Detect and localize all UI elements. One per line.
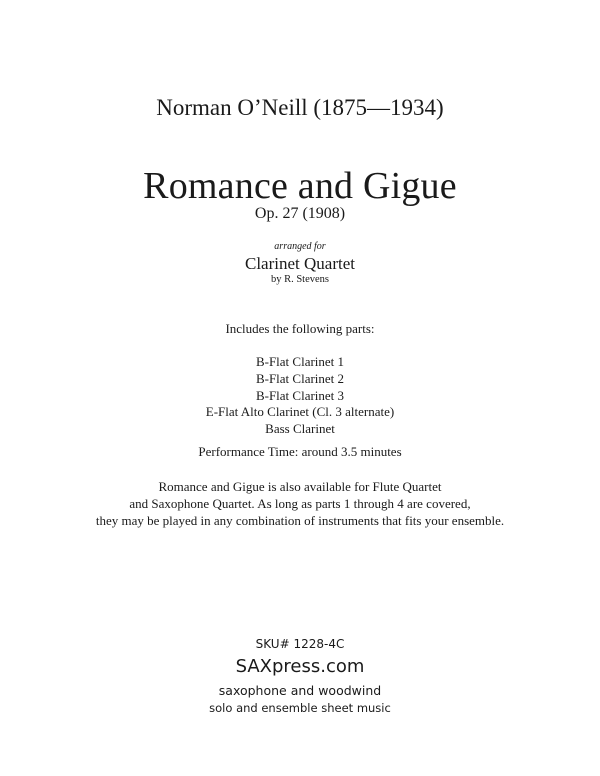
publisher-tagline-2: solo and ensemble sheet music	[209, 701, 391, 715]
parts-list	[0, 354, 600, 438]
publisher-tagline-1: saxophone and woodwind	[218, 683, 382, 698]
opus-number: Op. 27 (1908)	[254, 205, 346, 222]
note-line: they may be played in any combination of instruments that fits your ensemble.	[95, 513, 505, 528]
parts-heading: Includes the following parts:	[225, 321, 375, 336]
part-item: B-Flat Clarinet 2	[255, 370, 345, 386]
part-item: E-Flat Alto Clarinet (Cl. 3 alternate)	[205, 404, 395, 420]
composer-name: Norman O’Neill (1875—1934)	[156, 95, 444, 120]
arranger-credit: by R. Stevens	[270, 274, 330, 285]
note-line: Romance and Gigue is also available for Flute Quartet	[158, 479, 442, 494]
part-item: B-Flat Clarinet 1	[255, 354, 345, 369]
sku-label: SKU# 1228-4C	[255, 637, 345, 651]
availability-note	[0, 478, 600, 529]
piece-title: Romance and Gigue	[143, 165, 457, 207]
part-item: B-Flat Clarinet 3	[255, 387, 345, 403]
publisher-site: SAXpress.com	[235, 656, 365, 677]
arranged-for-label: arranged for	[274, 241, 326, 252]
note-line: and Saxophone Quartet. As long as parts 1 through 4 are covered,	[129, 496, 471, 511]
part-item: Bass Clarinet	[265, 421, 335, 437]
performance-time: Performance Time: around 3.5 minutes	[198, 444, 402, 459]
ensemble-name: Clarinet Quartet	[245, 254, 355, 273]
